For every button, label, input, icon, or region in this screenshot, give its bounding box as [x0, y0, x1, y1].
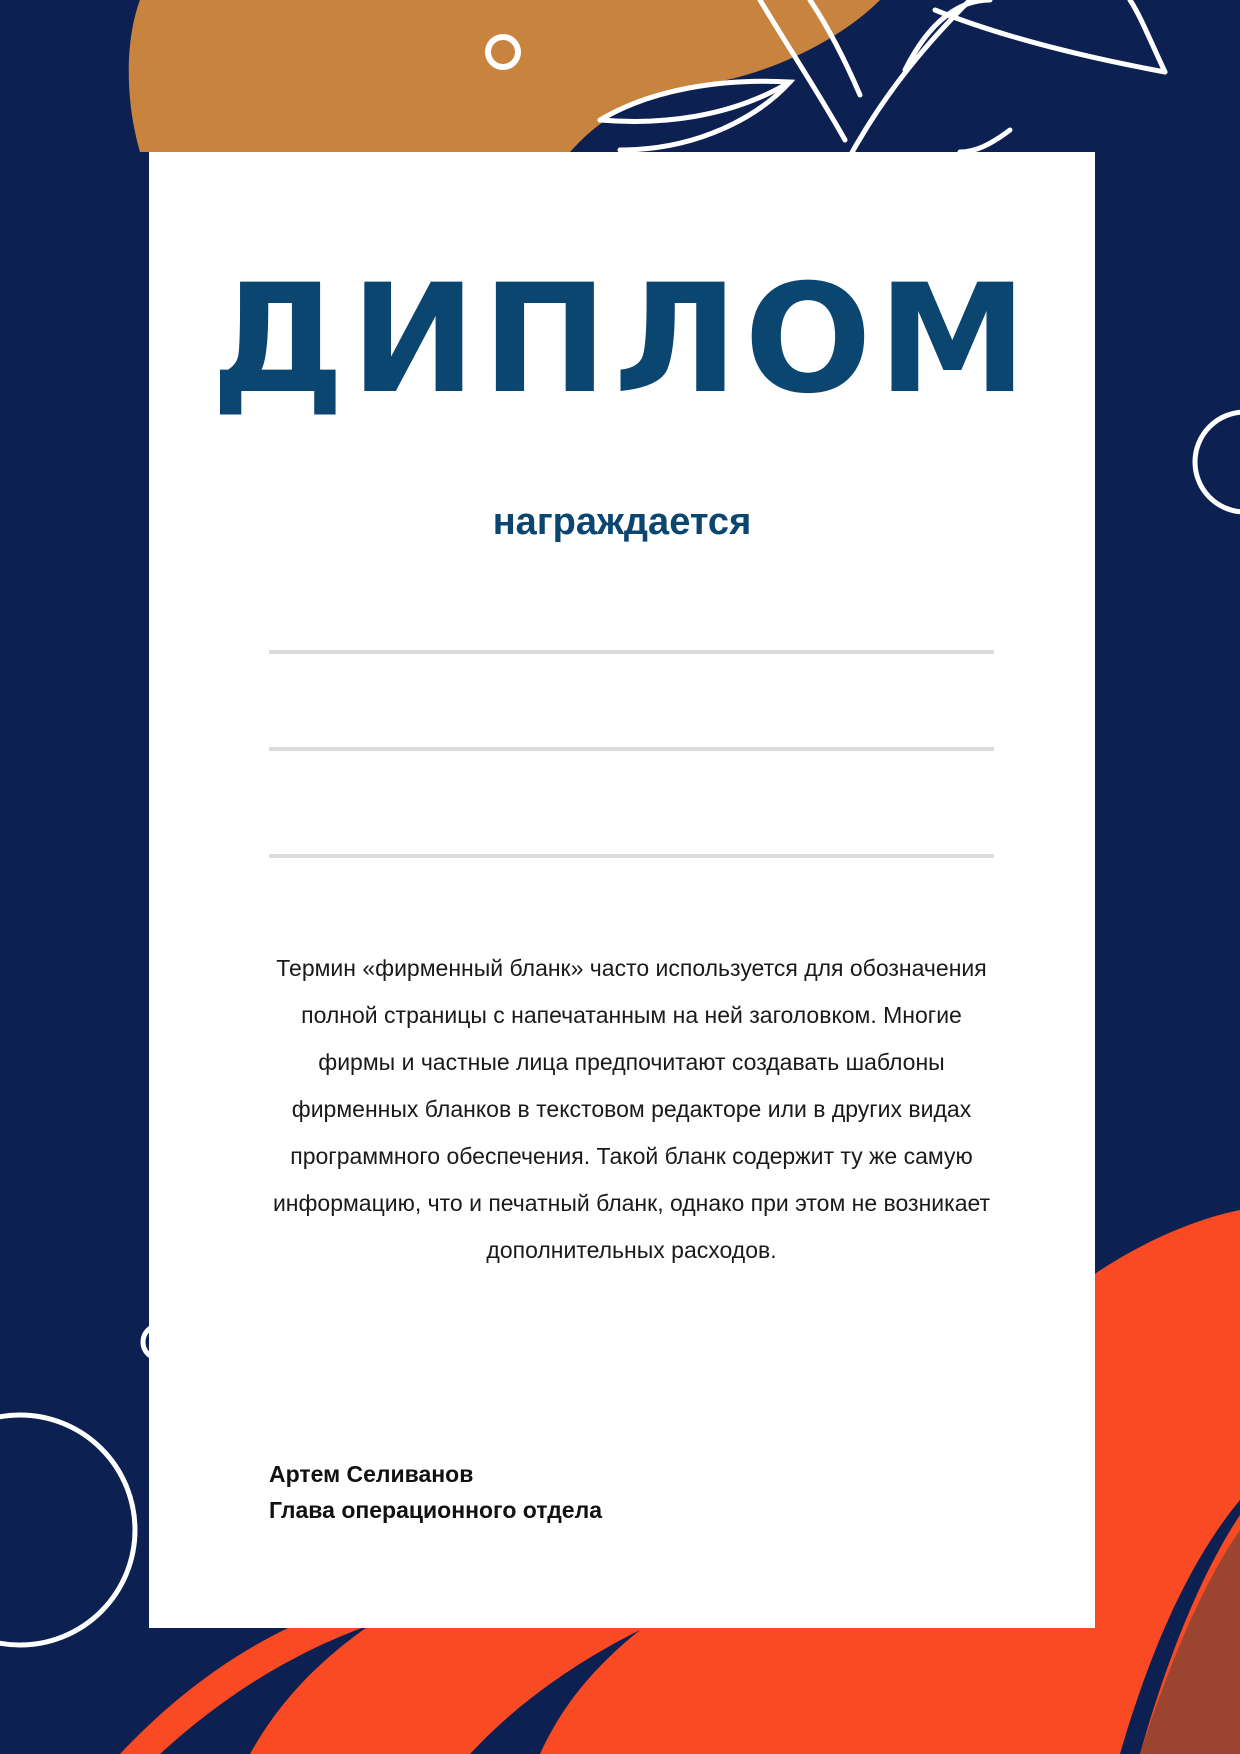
diploma-title: ДИПЛОМ	[210, 253, 1034, 427]
recipient-line-3	[269, 854, 994, 858]
signer-position: Глава операционного отдела	[269, 1497, 602, 1523]
recipient-line-2	[269, 747, 994, 751]
signer-name: Артем Селиванов	[269, 1461, 474, 1487]
diploma-subtitle: награждается	[492, 501, 752, 543]
recipient-line-1	[269, 650, 994, 654]
diploma-body-text: Термин «фирменный бланк» часто используется для обозначения полной страницы с напечатанным на ней заголовком. Многие фирмы и частные лица предпочитают создавать шаблоны фирменных бланков в текстовом редакторе или в других видах программного обеспечения. Такой бланк содержит ту же самую информацию, что и печатный бланк, однако при этом не возникает дополнительных расходов.	[272, 955, 991, 1263]
